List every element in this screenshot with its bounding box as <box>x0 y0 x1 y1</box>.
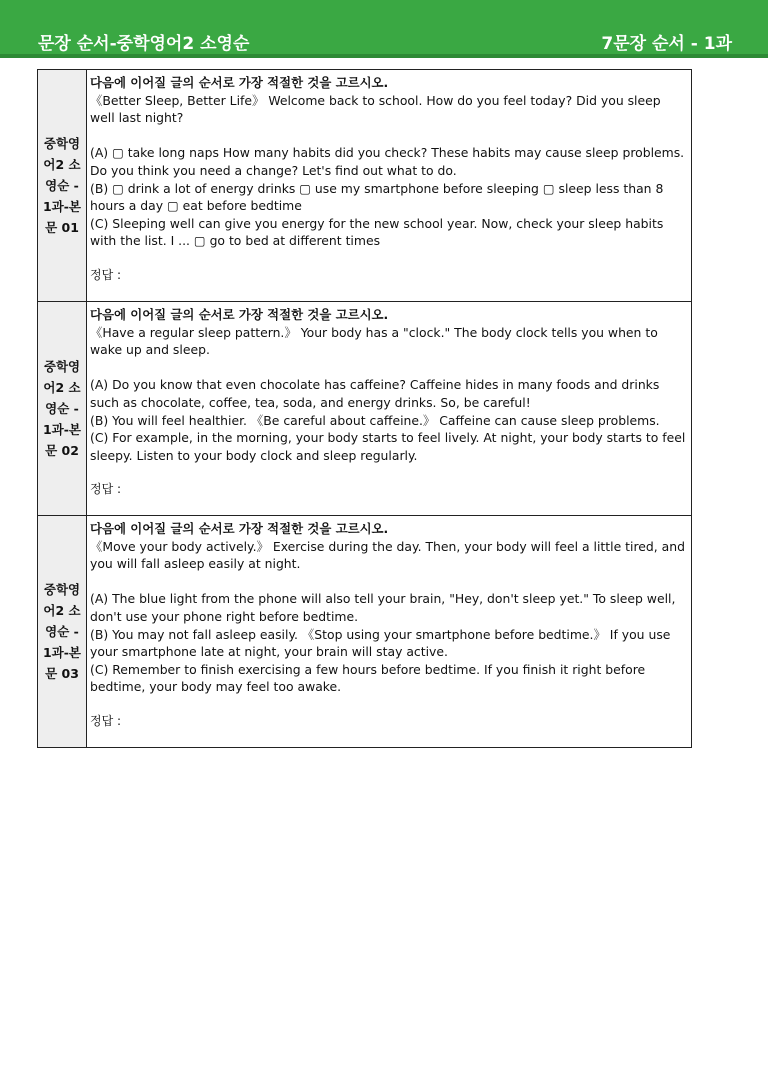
question-intro: 《Have a regular sleep pattern.》 Your body has a "clock." The body clock tells you when to wake up and sleep. <box>90 324 658 358</box>
option-b: (B) You will feel healthier. 《Be careful about caffeine.》 Caffeine can cause sleep problems. <box>90 412 660 428</box>
question-instruction: 다음에 이어질 글의 순서로 가장 적절한 것을 고르시오. <box>90 75 389 90</box>
option-c: (C) Remember to finish exercising a few hours before bedtime. If you finish it right before bedtime, your body may feel too awake. <box>90 661 646 695</box>
question-body <box>87 302 692 516</box>
spacer <box>90 127 689 145</box>
question-body <box>87 70 692 302</box>
question-intro: 《Better Sleep, Better Life》 Welcome back to school. How do you feel today? Did you sleep well last night? <box>90 92 661 126</box>
option-b: (B) ▢ drink a lot of energy drinks ▢ use my smartphone before sleeping ▢ sleep less than 8 hours a day ▢ eat before bedtime <box>90 180 664 214</box>
option-b: (B) You may not fall asleep easily. 《Stop using your smartphone before bedtime.》 If you use your smartphone late at night, your brain will stay active. <box>90 626 671 660</box>
option-c: (C) For example, in the morning, your body starts to feel lively. At night, your body starts to feel sleepy. Listen to your body clock and sleep regularly. <box>90 430 686 463</box>
question-row <box>38 302 692 516</box>
option-a: (A) Do you know that even chocolate has caffeine? Caffeine hides in many foods and drinks such as chocolate, coffee, tea, soda, and energy drinks. So, be careful! <box>90 377 660 410</box>
question-label: 중학영어2 소영순 - 1과-본문 02 <box>38 302 87 516</box>
question-label: 중학영어2 소영순 - 1과-본문 01 <box>38 70 87 302</box>
option-a: (A) The blue light from the phone will also tell your brain, "Hey, don't sleep yet." To sleep well, don't use your phone right before bedtime. <box>90 591 676 624</box>
question-instruction: 다음에 이어질 글의 순서로 가장 적절한 것을 고르시오. <box>90 307 389 322</box>
question-row <box>38 516 692 748</box>
option-a: (A) ▢ take long naps How many habits did you check? These habits may cause sleep problems. Do you think you need a change? Let's find out what to do. <box>90 145 685 178</box>
option-c: (C) Sleeping well can give you energy for the new school year. Now, check your sleep habits with the list. I ... ▢ go to bed at different times <box>90 215 664 249</box>
answer-label: 정답 : <box>90 267 122 282</box>
question-label: 중학영어2 소영순 - 1과-본문 03 <box>38 516 87 748</box>
answer-label: 정답 : <box>90 482 122 497</box>
question-table <box>37 69 692 748</box>
page-header <box>0 0 768 58</box>
worksheet-subtitle: 7문장 순서 - 1과 <box>601 34 732 54</box>
spacer <box>90 359 689 377</box>
worksheet-title: 문장 순서-중학영어2 소영순 <box>38 34 250 54</box>
question-intro: 《Move your body actively.》 Exercise during the day. Then, your body will feel a little tired, and you will fall asleep easily at night. <box>90 538 685 572</box>
spacer <box>90 573 689 591</box>
question-body <box>87 516 692 748</box>
question-row <box>38 70 692 302</box>
question-instruction: 다음에 이어질 글의 순서로 가장 적절한 것을 고르시오. <box>90 521 389 536</box>
answer-label: 정답 : <box>90 713 122 728</box>
